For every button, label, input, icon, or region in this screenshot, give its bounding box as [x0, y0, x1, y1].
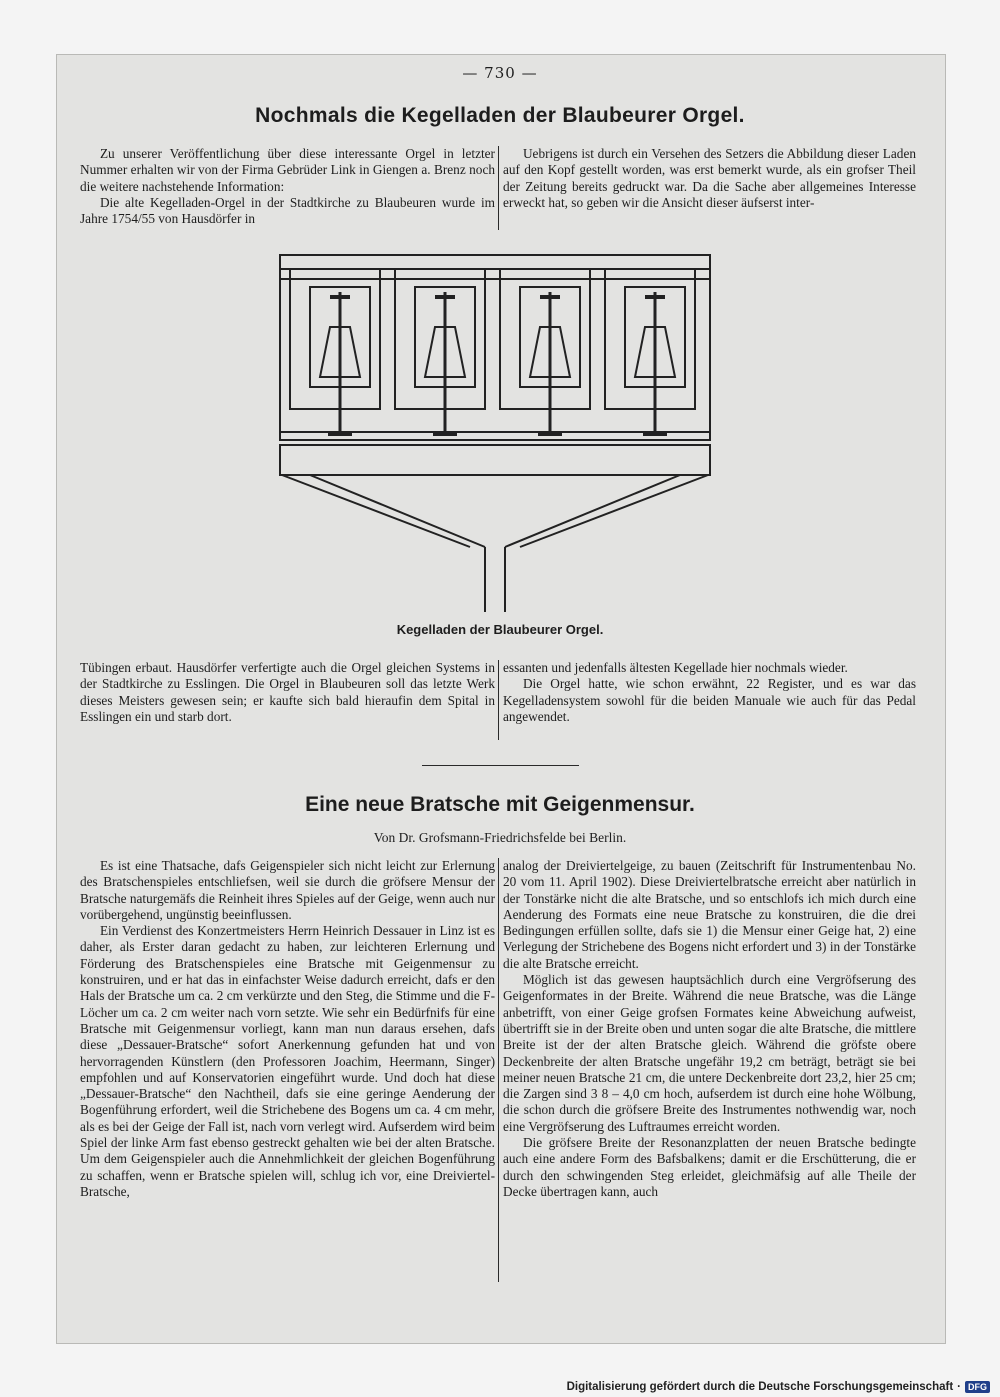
- footer-text: Digitalisierung gefördert durch die Deutsche Forschungsgemeinschaft: [566, 1381, 954, 1393]
- column-rule: [498, 660, 499, 740]
- article1-bottom-right-column: [503, 660, 916, 725]
- paragraph: Ein Verdienst des Konzertmeisters Herrn Heinrich Dessauer in Linz ist es daher, als Erster daran gedacht zu haben, zur leichteren Erlernung und Förderung des Bratschenspieles eine Bratsche mit Geigenmensur zu konstruiren, und er hat das in einfachster Weise dadurch erreicht, dafs er den Hals der Bratsche um ca. 2 cm verkürzte und den Steg, die Stimme und die F-Löcher um ca. 2 cm weiter nach vorn setzte. Wie sehr ein Bedürfnifs für eine Bratsche mit Geigenmensur vorliegt, kann man nun daraus ersehen, dafs diese „Dessauer-Bratsche“ sofort Anerkennung gefunden hat und von hervorragenden Künstlern (den Professoren Joachim, Heermann, Singer) empfohlen und auf Konservatorien eingeführt wurde. Und doch hat diese „Dessauer-Bratsche“ den Nachtheil, dafs sie eine geringe Aenderung der Bogenführung erfordert, weil die Strichebene des Bogens um ca. 4 cm mehr, als es bei der Geige der Fall ist, nach vorn verlegt wird. Aufserdem wird beim Spiel der linke Arm fast ebenso gestreckt gehalten wie bei der alten Bratsche. Um dem Geigenspieler auch die Annehmlichkeit der gleichen Bogenführung zu schaffen, wenn er Bratsche spielen will, schlug ich vor, eine Dreiviertel-Bratsche,: [80, 923, 495, 1199]
- paragraph: Die gröfsere Breite der Resonanzplatten der neuen Bratsche bedingte auch eine andere Form des Bafsbalkens; damit er die Erschütterung, die er durch den schwingenden Steg erleidet, gleichmäfsig auf alle Theile der Decke übertragen kann, auch: [503, 1135, 916, 1199]
- article-separator: [422, 765, 579, 766]
- paragraph: Uebrigens ist durch ein Versehen des Setzers die Abbildung dieser Laden auf den Kopf gestellt worden, was erst bemerkt wurde, als ein grofser Theil der Zeitung bereits gedruckt war. Da die Sache aber allgemeines Interesse erweckt hat, so geben wir die Ansicht dieser äufserst inter-: [503, 146, 916, 210]
- article2-title: Eine neue Bratsche mit Geigenmensur.: [305, 793, 695, 816]
- paragraph: Tübingen erbaut. Hausdörfer verfertigte auch die Orgel gleichen Systems in der Stadtkirche zu Esslingen. Die Orgel in Blaubeuren soll das letzte Werk dieses Meisters gewesen sein; er kaufte sich bald hieraufin dem Spital in Esslingen ein und starb dort.: [80, 660, 495, 724]
- column-rule: [498, 858, 499, 1282]
- page-number: — 730 —: [462, 64, 538, 82]
- article2-left-column: [80, 858, 495, 1200]
- paragraph: Die alte Kegelladen-Orgel in der Stadtkirche zu Blaubeuren wurde im Jahre 1754/55 von Hausdörfer in: [80, 194, 495, 227]
- paragraph: Die Orgel hatte, wie schon erwähnt, 22 Register, und es war das Kegelladensystem sowohl für die beiden Manuale wie auch für das Pedal angewendet.: [503, 676, 916, 724]
- column-rule: [498, 146, 499, 230]
- article2-right-column: [503, 858, 916, 1200]
- paragraph: essanten und jedenfalls ältesten Kegellade hier nochmals wieder.: [503, 660, 848, 675]
- article1-top-right-column: [503, 146, 916, 211]
- figure-caption: Kegelladen der Blaubeurer Orgel.: [396, 622, 604, 637]
- kegellade-diagram: [270, 247, 720, 617]
- paragraph: analog der Dreiviertelgeige, zu bauen (Zeitschrift für Instrumentenbau No. 20 vom 11. April 1902). Diese Dreiviertelbratsche erreicht aber natürlich in der Tonstärke nicht die alte Bratsche, und so entschlofs ich mich durch eine Aenderung des Formats eine neue Bratsche zu konstruiren, die die drei Bedingungen erfüllen sollte, dafs sie 1) die Mensur einer Geige hat, 2) eine Verlegung der Strichebene des Bogens nicht erfordert und 3) in der Tonstärke die alte Bratsche erreicht.: [503, 858, 916, 971]
- article2-byline: Von Dr. Grofsmann-Friedrichsfelde bei Berlin.: [373, 830, 627, 845]
- footer-bullet: ·: [957, 1381, 961, 1393]
- digitization-footer: [567, 1381, 990, 1393]
- article1-top-left-column: [80, 146, 495, 227]
- organ-chest-figure: [270, 247, 720, 617]
- article1-title: Nochmals die Kegelladen der Blaubeurer Orgel.: [255, 104, 745, 127]
- dfg-logo-icon: DFG: [965, 1381, 990, 1393]
- paragraph: Es ist eine Thatsache, dafs Geigenspieler sich nicht leicht zur Erlernung des Bratschenspieles entschliefsen, weil sie durch die gröfsere Mensur der Bratsche naturgemäfs die Reinheit ihres Spieles auf der Geige, wenn auch nur vorübergehend, ungünstig beeinflussen.: [80, 858, 495, 922]
- paragraph: Zu unserer Veröffentlichung über diese interessante Orgel in letzter Nummer erhalten wir von der Firma Gebrüder Link in Giengen a. Brenz noch die weitere nachstehende Information:: [80, 146, 495, 194]
- paragraph: Möglich ist das gewesen hauptsächlich durch eine Vergröfserung des Geigenformates in der Breite. Während die neue Bratsche, was die Länge anbetrifft, von einer Geige grofsen Formates keine Abweichung aufweist, übertrifft sie in der Breite oben und unten sogar die alte Bratsche, die mittlere Breite ist der der alten Bratsche gleich. Während die gröfste obere Deckenbreite der alten Bratsche ungefähr 19,2 cm beträgt, beträgt sie bei meiner neuen Bratsche 21 cm, die untere Deckenbreite dort 23,2, hier 25 cm; die Zargen sind 3 8 – 4,0 cm hoch, aufserdem ist durch eine hohe Wölbung, die schon durch die gröfsere Breite des Instrumentes nothwendig war, noch eine Vergröfserung des Luftraumes erreicht worden.: [503, 972, 916, 1134]
- article1-bottom-left-column: [80, 660, 495, 725]
